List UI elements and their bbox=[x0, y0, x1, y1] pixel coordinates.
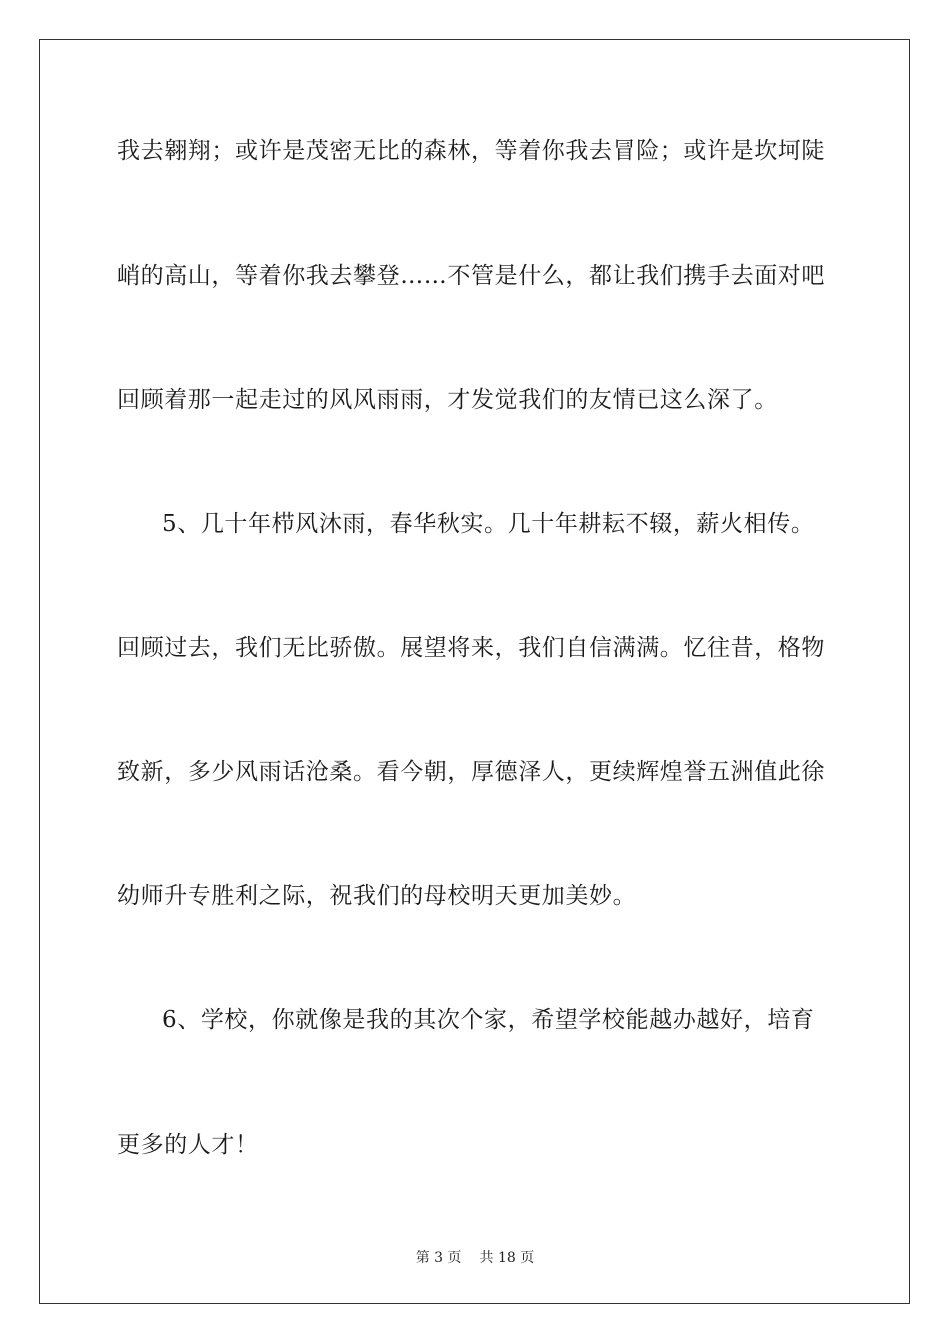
page-number: 第 3 页 bbox=[415, 1250, 462, 1266]
text-line-6: 致新，多少风雨话沧桑。看今朝，厚德泽人，更续辉煌誉五洲值此徐 bbox=[117, 759, 825, 785]
text-line-7: 幼师升专胜利之际，祝我们的母校明天更加美妙。 bbox=[117, 883, 637, 909]
text-line-3: 回顾着那一起走过的风风雨雨，才发觉我们的友情已这么深了。 bbox=[117, 387, 778, 413]
page-footer bbox=[0, 1248, 950, 1268]
text-line-2: 峭的高山，等着你我去攀登……不管是什么，都让我们携手去面对吧 bbox=[117, 263, 825, 289]
text-line-1: 我去翱翔；或许是茂密无比的森林，等着你我去冒险；或许是坎坷陡 bbox=[117, 138, 825, 164]
text-line-5: 回顾过去，我们无比骄傲。展望将来，我们自信满满。忆往昔，格物 bbox=[117, 635, 825, 661]
text-line-8-item-6: 6、学校，你就像是我的其次个家，希望学校能越办越好，培育 bbox=[162, 1007, 815, 1033]
text-line-9: 更多的人才！ bbox=[117, 1132, 259, 1158]
text-line-4-item-5: 5、几十年栉风沐雨，春华秋实。几十年耕耘不辍，薪火相传。 bbox=[162, 511, 815, 537]
page-border bbox=[39, 39, 910, 1304]
page-total: 共 18 页 bbox=[479, 1250, 535, 1266]
